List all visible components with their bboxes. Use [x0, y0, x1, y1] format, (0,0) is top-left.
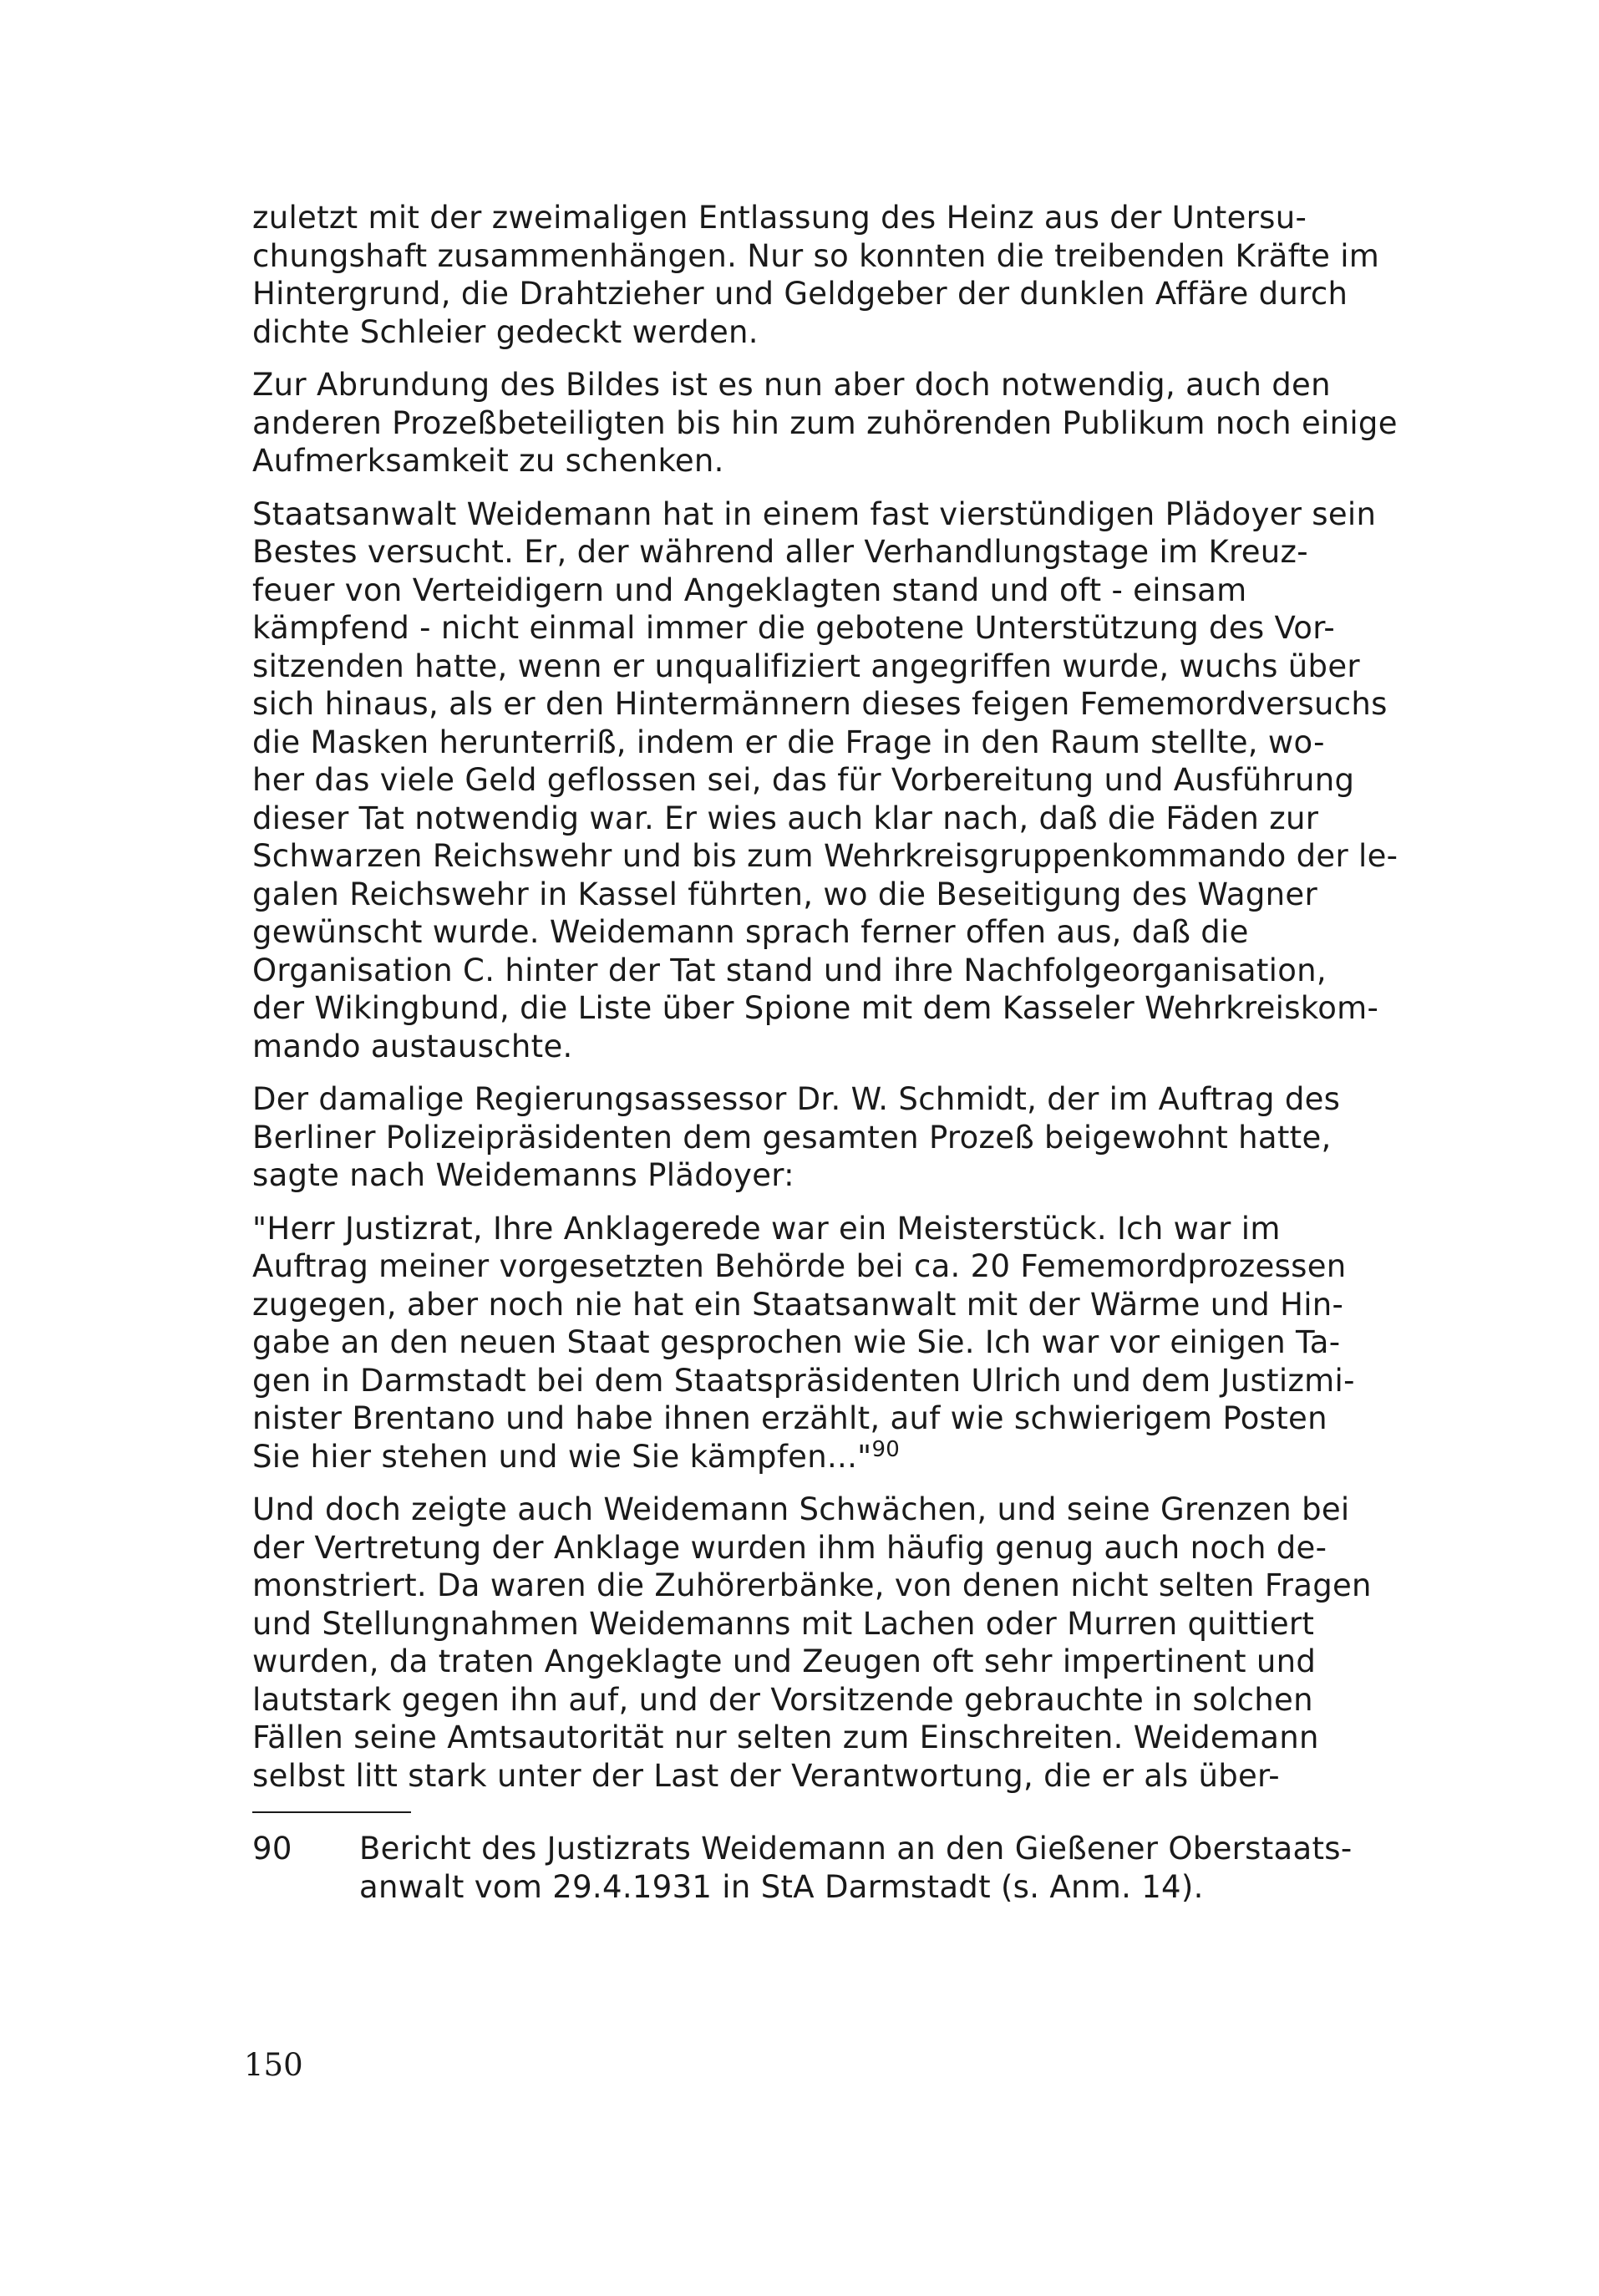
body-text: [252, 199, 1484, 1810]
footnote-number: 90: [252, 1831, 292, 1867]
footnote-text: Bericht des Justizrats Weidemann an den Gießener Oberstaats- anwalt vom 29.4.1931 in StA Darmstadt (s. Anm. 14).: [359, 1831, 1353, 1905]
paragraph: Der damalige Regierungsassessor Dr. W. Schmidt, der im Auftrag des Berliner Polizeipräsidenten dem gesamten Prozeß beigewohnt hatte, sagte nach Weidemanns Plädoyer:: [252, 1081, 1341, 1193]
quotation-text: "Herr Justizrat, Ihre Anklagerede war ein Meisterstück. Ich war im Auftrag meiner vorgesetzten Behörde bei ca. 20 Fememordprozessen zugegen, aber noch nie hat ein Staatsanwalt mit der Wärme und Hin- gabe an den neuen Staat gesprochen wie Sie. Ich war vor einigen Ta- gen in Darmstadt bei dem Staatspräsidenten Ulrich und dem Justizmi- nister Brentano und habe ihnen erzählt, auf wie schwierigem Posten Sie hier stehen und wie Sie kämpfen...": [252, 1210, 1355, 1475]
page-number: 150: [244, 2047, 303, 2083]
paragraph: Zur Abrundung des Bildes ist es nun aber doch notwendig, auch den anderen Prozeßbeteiligten bis hin zum zuhörenden Publikum noch einige Aufmerksamkeit zu schenken.: [252, 367, 1398, 479]
footnote-reference: 90: [871, 1436, 901, 1462]
paragraph: zuletzt mit der zweimaligen Entlassung des Heinz aus der Untersu- chungshaft zusammenhängen. Nur so konnten die treibenden Kräfte im Hintergrund, die Drahtzieher und Geldgeber der dunklen Affäre durch dichte Schleier gedeckt werden.: [252, 200, 1380, 350]
paragraph: Staatsanwalt Weidemann hat in einem fast vierstündigen Plädoyer sein Bestes versucht. Er, der während aller Verhandlungstage im Kreuz- feuer von Verteidigern und Angeklagten stand und oft - einsam kämpfend - nicht einmal immer die gebotene Unterstützung des Vor- sitzenden hatte, wenn er unqualifiziert angegriffen wurde, wuchs über sich hinaus, als er den Hintermännern dieses feigen Fememordversuchs die Masken herunterriß, indem er die Frage in den Raum stellte, wo- her das viele Geld geflossen sei, das für Vorbereitung und Ausführung dieser Tat notwendig war. Er wies auch klar nach, daß die Fäden zur Schwarzen Reichswehr und bis zum Wehrkreisgruppenkommando der le- galen Reichswehr in Kassel führten, wo die Beseitigung des Wagner gewünscht wurde. Weidemann sprach ferner offen aus, daß die Organisation C. hinter der Tat stand und ihre Nachfolgeorganisation, der Wikingbund, die Liste über Spione mit dem Kasseler Wehrkreiskom- mando austauschte.: [252, 495, 1398, 1064]
footnote-divider: [252, 1811, 411, 1813]
quotation-paragraph: [252, 1210, 1484, 1476]
footnote: [252, 1830, 1484, 1906]
paragraph: Und doch zeigte auch Weidemann Schwächen, und seine Grenzen bei der Vertretung der Anklage wurden ihm häufig genug auch noch de- monstriert. Da waren die Zuhörerbänke, von denen nicht selten Fragen und Stellungnahmen Weidemanns mit Lachen oder Murren quittiert wurden, da traten Angeklagte und Zeugen oft sehr impertinent und lautstark gegen ihn auf, und der Vorsitzende gebrauchte in solchen Fällen seine Amtsautorität nur selten zum Einschreiten. Weidemann selbst litt stark unter der Last der Verantwortung, die er als über-: [252, 1491, 1372, 1794]
